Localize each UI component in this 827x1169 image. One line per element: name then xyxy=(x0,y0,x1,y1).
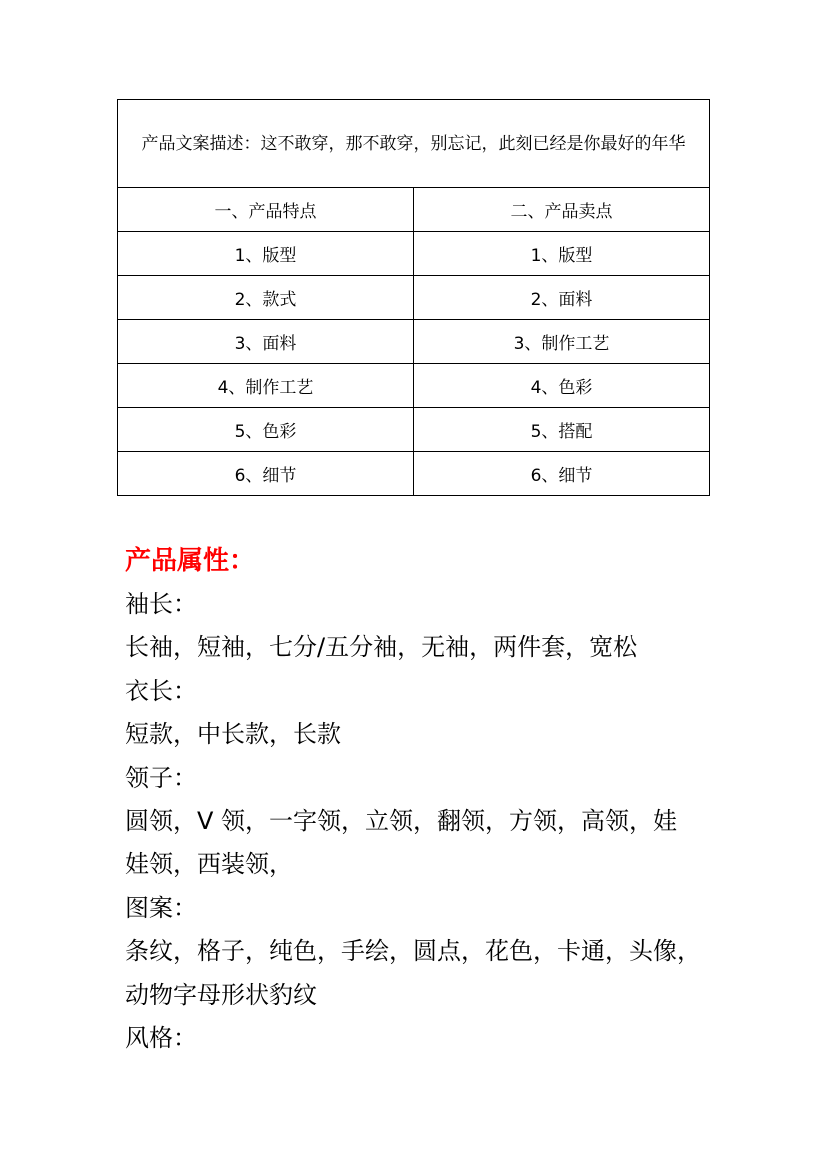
attributes-title: 产品属性： xyxy=(125,546,256,576)
product-attributes-section xyxy=(125,540,715,1060)
garment-length-values: 短款，中长款，长款 xyxy=(125,720,341,749)
table-row xyxy=(118,232,710,276)
feature-cell: 3、面料 xyxy=(118,320,414,364)
feature-cell: 4、制作工艺 xyxy=(118,364,414,408)
table-row xyxy=(118,320,710,364)
collar-values-line-1: 圆领，V 领，一字领，立领，翻领，方领，高领，娃 xyxy=(125,807,678,836)
selling-point-cell: 4、色彩 xyxy=(414,364,710,408)
selling-point-cell: 1、版型 xyxy=(414,232,710,276)
sleeve-length-label: 袖长： xyxy=(125,590,197,618)
header-row xyxy=(118,188,710,232)
description-row xyxy=(118,100,710,188)
sleeve-length-values: 长袖，短袖，七分/五分袖，无袖，两件套，宽松 xyxy=(125,633,638,662)
product-copy-table xyxy=(117,99,710,496)
garment-length-label: 衣长： xyxy=(125,676,197,705)
pattern-values-line-1: 条纹，格子，纯色，手绘，圆点，花色，卡通，头像， xyxy=(125,937,701,966)
product-description: 产品文案描述：这不敢穿，那不敢穿，别忘记，此刻已经是你最好的年华 xyxy=(118,100,710,188)
table-row xyxy=(118,452,710,496)
table-row xyxy=(118,276,710,320)
feature-cell: 5、色彩 xyxy=(118,408,414,452)
collar-label: 领子： xyxy=(125,763,197,792)
selling-point-cell: 2、面料 xyxy=(414,276,710,320)
feature-cell: 1、版型 xyxy=(118,232,414,276)
selling-points-header: 二、产品卖点 xyxy=(414,188,710,232)
selling-point-cell: 3、制作工艺 xyxy=(414,320,710,364)
collar-values-line-2: 娃领，西装领， xyxy=(125,850,293,879)
style-label: 风格： xyxy=(125,1024,197,1053)
feature-cell: 2、款式 xyxy=(118,276,414,320)
pattern-values-line-2: 动物字母形状豹纹 xyxy=(125,980,317,1009)
selling-point-cell: 6、细节 xyxy=(414,452,710,496)
table-row xyxy=(118,408,710,452)
feature-cell: 6、细节 xyxy=(118,452,414,496)
pattern-label: 图案： xyxy=(125,893,197,922)
features-header: 一、产品特点 xyxy=(118,188,414,232)
selling-point-cell: 5、搭配 xyxy=(414,408,710,452)
table-row xyxy=(118,364,710,408)
